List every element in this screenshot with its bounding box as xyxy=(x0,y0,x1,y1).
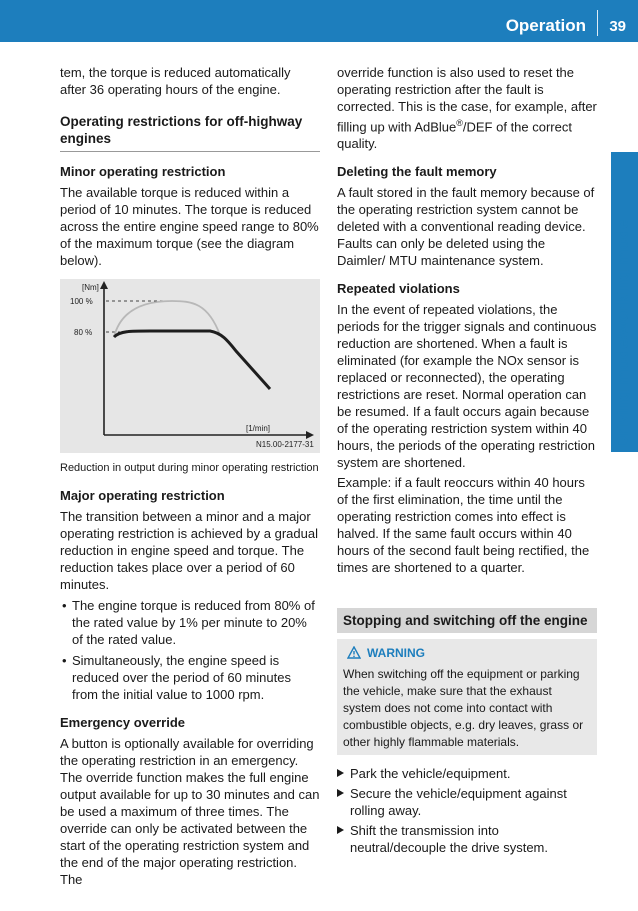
registered-mark: ® xyxy=(456,118,463,128)
major-restriction-text: The transition between a minor and a major operating restriction is achieved by a gradual reduction in engine speed and torque. The reduction takes place over a period of 60 minutes. xyxy=(60,509,318,592)
warning-text: When switching off the equipment or parking the vehicle, make sure that the exhaust system does not come into contact with combustible objects, e.g. dry leaves, grass or other highly flammable materials. xyxy=(343,667,584,750)
step-text: Park the vehicle/equipment. xyxy=(350,766,511,782)
major-restriction-title: Major operating restriction xyxy=(60,488,225,503)
y-unit-label: [Nm] xyxy=(82,283,99,292)
continuation-text-a: override function is also used to reset the operating restriction after the fault is corrected. This is the case, for example, after filling up with AdBlue xyxy=(337,65,597,135)
bullet-item: • Simultaneously, the engine speed is reduced over the period of 60 minutes from the initial value to 1000 rpm. xyxy=(60,652,320,703)
step-text: Secure the vehicle/equipment against rolling away. xyxy=(350,786,567,819)
figure-caption: Reduction in output during minor operating restriction xyxy=(60,462,319,474)
minor-restriction-title: Minor operating restriction xyxy=(60,164,226,179)
x-unit-label: [1/min] xyxy=(246,424,271,433)
warning-label: WARNING xyxy=(367,646,425,661)
warning-box xyxy=(337,639,597,755)
y-axis-arrow xyxy=(100,281,108,289)
deleting-fault-title: Deleting the fault memory xyxy=(337,164,497,180)
side-tab-label: Driving mode/working mode xyxy=(613,219,632,448)
arrow-right-icon xyxy=(337,769,344,777)
torque-curve-reduced xyxy=(114,331,270,389)
bullet-item: • The engine torque is reduced from 80% of the rated value by 1% per minute to 20% of the rated value. xyxy=(60,597,320,648)
warning-triangle-icon xyxy=(347,646,361,659)
torque-diagram xyxy=(60,279,320,453)
repeated-violations-title: Repeated violations xyxy=(337,281,460,297)
step-text: Shift the transmission into neutral/decouple the drive system. xyxy=(350,823,548,856)
warning-heading xyxy=(343,645,591,662)
deleting-fault-text: A fault stored in the fault memory because of the operating restriction system cannot be deleted with a conventional reading device. Faults can only be deleted using the Daimler/ MTU maintenance system. xyxy=(337,185,595,269)
emergency-override-title: Emergency override xyxy=(60,715,186,730)
page-header xyxy=(0,0,638,42)
header-separator xyxy=(597,10,598,36)
continuation-text xyxy=(337,64,597,152)
emergency-override-text: A button is optionally available for overriding the operating restriction in an emergency. The override function makes the full engine output available for up to 30 minutes and can be used a maximum of three times. The override can only be activated between the start of the operating restriction system and the end of the major operating restriction. The xyxy=(60,736,320,887)
minor-restriction-text: The available torque is reduced within a period of 10 minutes. The torque is reduced across the entire engine speed range to 80% of the maximum torque (see the diagram below). xyxy=(60,185,319,268)
intro-text: tem, the torque is reduced automatically after 36 operating hours of the engine. xyxy=(60,65,291,97)
step-item xyxy=(337,785,597,819)
x-axis-arrow xyxy=(306,431,314,439)
repeated-violations-example: Example: if a fault reoccurs within 40 hours of the first elimination, the time until the operating restriction comes into effect is halved. If the same fault occurs within 40 hours of the second fault being rectified, the times are shortened to a quarter. xyxy=(337,475,590,576)
continuation-text-b: /DEF of the correct quality. xyxy=(337,119,572,152)
page-number: 39 xyxy=(609,18,626,35)
header-title: Operation xyxy=(505,16,586,35)
stopping-section-title: Stopping and switching off the engine xyxy=(337,608,597,633)
label-100: 100 % xyxy=(70,297,93,306)
torque-diagram-svg xyxy=(60,279,320,453)
left-column xyxy=(60,64,320,891)
section-title: Operating restrictions for off-highway engines xyxy=(60,113,320,152)
step-item xyxy=(337,765,597,782)
arrow-right-icon xyxy=(337,789,344,797)
right-column xyxy=(337,64,597,856)
label-80: 80 % xyxy=(74,328,93,337)
step-item xyxy=(337,822,597,856)
repeated-violations-text: In the event of repeated violations, the periods for the trigger signals and continuous reduction are shortened. When a fault is eliminated (for example the NOx sensor is replaced or reconnected), the operating restrictions are reset. Normal operation can be resumed. If a fault occurs again because of the operating restriction system within 40 hours, the periods of the operating restriction system are shortened. xyxy=(337,302,597,471)
arrow-right-icon xyxy=(337,826,344,834)
figure-reference: N15.00-2177-31 xyxy=(256,440,314,449)
